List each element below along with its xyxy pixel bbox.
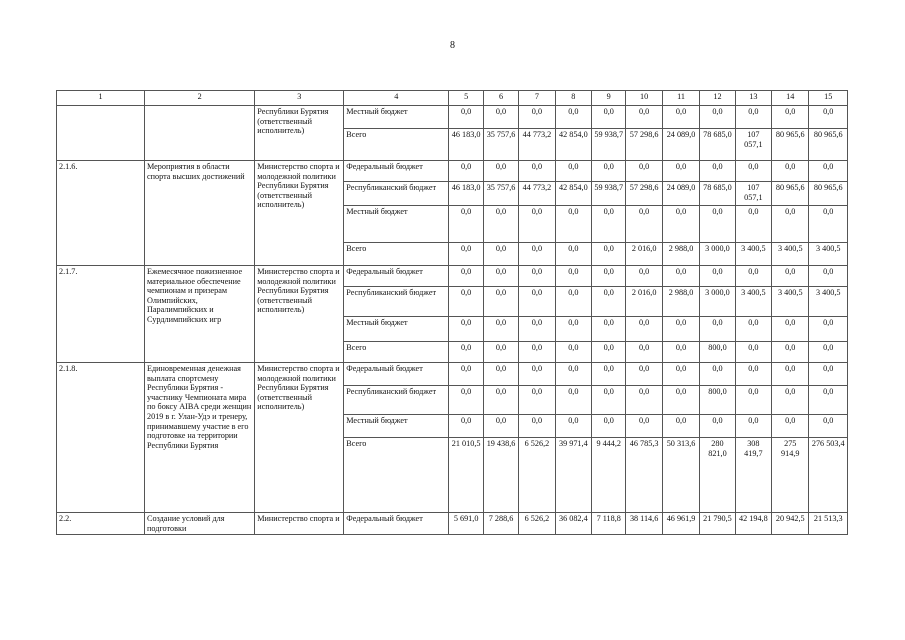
- value-cell: 0,0: [735, 266, 771, 287]
- value-cell: 0,0: [592, 386, 626, 415]
- value-cell: 0,0: [700, 415, 735, 438]
- header-cell: 9: [592, 91, 626, 106]
- value-cell: 44 773,2: [519, 182, 555, 206]
- funding-source: Местный бюджет: [344, 206, 449, 243]
- budget-table: [56, 90, 848, 535]
- value-cell: 0,0: [449, 106, 483, 129]
- value-cell: 0,0: [449, 161, 483, 182]
- value-cell: 0,0: [519, 386, 555, 415]
- value-cell: 0,0: [483, 342, 518, 363]
- value-cell: 6 526,2: [519, 513, 555, 535]
- value-cell: 7 118,8: [592, 513, 626, 535]
- header-cell: 7: [519, 91, 555, 106]
- row-executor: Министерство спорта и молодежной политики Республики Бурятия (ответственный исполнитель): [255, 266, 344, 363]
- value-cell: 107 057,1: [735, 129, 771, 161]
- value-cell: 0,0: [555, 243, 591, 266]
- value-cell: 3 000,0: [700, 287, 735, 317]
- value-cell: 0,0: [662, 106, 699, 129]
- row-name: Ежемесячное пожизненное материальное обеспечение чемпионам и призерам Олимпийских, Паралимпийских и Сурдлимпийских игр: [145, 266, 255, 363]
- value-cell: 0,0: [735, 363, 771, 386]
- value-cell: 0,0: [519, 243, 555, 266]
- value-cell: 80 965,6: [809, 182, 848, 206]
- row-name: Единовременная денежная выплата спортсмену Республики Бурятия - участнику Чемпионата мира по боксу AIBA среди женщин 2019 в г. Улан-Удэ и тренеру, принимавшему участие в его подготовке на территории Республики Бурятия: [145, 363, 255, 513]
- value-cell: 0,0: [555, 106, 591, 129]
- header-cell: 10: [626, 91, 662, 106]
- value-cell: 0,0: [592, 106, 626, 129]
- value-cell: 0,0: [592, 206, 626, 243]
- value-cell: 0,0: [772, 266, 809, 287]
- value-cell: 0,0: [449, 386, 483, 415]
- funding-source: Всего: [344, 129, 449, 161]
- value-cell: 0,0: [555, 342, 591, 363]
- value-cell: 0,0: [700, 161, 735, 182]
- value-cell: 0,0: [519, 206, 555, 243]
- value-cell: 3 400,5: [772, 287, 809, 317]
- value-cell: 0,0: [735, 415, 771, 438]
- row-code: 2.1.8.: [57, 363, 145, 513]
- value-cell: 0,0: [626, 386, 662, 415]
- value-cell: 0,0: [483, 161, 518, 182]
- value-cell: 0,0: [555, 363, 591, 386]
- value-cell: 19 438,6: [483, 438, 518, 513]
- value-cell: 0,0: [519, 415, 555, 438]
- value-cell: 0,0: [483, 363, 518, 386]
- value-cell: 38 114,6: [626, 513, 662, 535]
- value-cell: 0,0: [449, 243, 483, 266]
- value-cell: 0,0: [772, 363, 809, 386]
- value-cell: 3 400,5: [809, 287, 848, 317]
- value-cell: 0,0: [809, 386, 848, 415]
- value-cell: 21 010,5: [449, 438, 483, 513]
- value-cell: 35 757,6: [483, 129, 518, 161]
- value-cell: 3 400,5: [735, 287, 771, 317]
- value-cell: 24 089,0: [662, 129, 699, 161]
- value-cell: 0,0: [772, 161, 809, 182]
- header-cell: 11: [662, 91, 699, 106]
- value-cell: 46 183,0: [449, 129, 483, 161]
- value-cell: 39 971,4: [555, 438, 591, 513]
- value-cell: 0,0: [449, 342, 483, 363]
- value-cell: 0,0: [592, 266, 626, 287]
- header-cell: 3: [255, 91, 344, 106]
- funding-source: Республиканский бюджет: [344, 287, 449, 317]
- value-cell: 0,0: [700, 106, 735, 129]
- value-cell: 59 938,7: [592, 182, 626, 206]
- value-cell: 0,0: [626, 342, 662, 363]
- value-cell: 42 854,0: [555, 182, 591, 206]
- row-executor: Министерство спорта и молодежной политики Республики Бурятия (ответственный исполнитель): [255, 161, 344, 266]
- table-row: [57, 363, 848, 386]
- value-cell: 0,0: [662, 363, 699, 386]
- value-cell: 0,0: [772, 342, 809, 363]
- header-row: [57, 91, 848, 106]
- funding-source: Всего: [344, 243, 449, 266]
- value-cell: 6 526,2: [519, 438, 555, 513]
- table-row: [57, 513, 848, 535]
- value-cell: 3 400,5: [772, 243, 809, 266]
- value-cell: 57 298,6: [626, 129, 662, 161]
- value-cell: 0,0: [626, 415, 662, 438]
- row-name: [145, 106, 255, 161]
- value-cell: 0,0: [626, 266, 662, 287]
- value-cell: 0,0: [483, 106, 518, 129]
- value-cell: 0,0: [735, 317, 771, 342]
- header-cell: 13: [735, 91, 771, 106]
- funding-source: Федеральный бюджет: [344, 513, 449, 535]
- value-cell: 0,0: [735, 161, 771, 182]
- row-code: 2.1.6.: [57, 161, 145, 266]
- value-cell: 0,0: [662, 206, 699, 243]
- funding-source: Местный бюджет: [344, 106, 449, 129]
- table-row: [57, 161, 848, 182]
- value-cell: 21 790,5: [700, 513, 735, 535]
- value-cell: 46 785,3: [626, 438, 662, 513]
- value-cell: 0,0: [555, 206, 591, 243]
- value-cell: 9 444,2: [592, 438, 626, 513]
- value-cell: 0,0: [626, 317, 662, 342]
- value-cell: 0,0: [483, 266, 518, 287]
- value-cell: 42 194,8: [735, 513, 771, 535]
- header-cell: 4: [344, 91, 449, 106]
- header-cell: 2: [145, 91, 255, 106]
- row-executor: Республики Бурятия (ответственный исполнитель): [255, 106, 344, 161]
- value-cell: 78 685,0: [700, 182, 735, 206]
- value-cell: 0,0: [809, 317, 848, 342]
- value-cell: 0,0: [483, 415, 518, 438]
- value-cell: 0,0: [449, 287, 483, 317]
- value-cell: 0,0: [700, 266, 735, 287]
- row-name: Мероприятия в области спорта высших достижений: [145, 161, 255, 266]
- value-cell: 0,0: [483, 243, 518, 266]
- value-cell: 0,0: [555, 415, 591, 438]
- funding-source: Республиканский бюджет: [344, 386, 449, 415]
- value-cell: 0,0: [809, 342, 848, 363]
- funding-source: Всего: [344, 342, 449, 363]
- value-cell: 308 419,7: [735, 438, 771, 513]
- value-cell: 21 513,3: [809, 513, 848, 535]
- value-cell: 0,0: [626, 363, 662, 386]
- value-cell: 0,0: [483, 317, 518, 342]
- value-cell: 20 942,5: [772, 513, 809, 535]
- value-cell: 0,0: [735, 106, 771, 129]
- value-cell: 0,0: [772, 106, 809, 129]
- page-number: 8: [450, 40, 455, 51]
- value-cell: 3 400,5: [735, 243, 771, 266]
- value-cell: 2 016,0: [626, 287, 662, 317]
- row-name: Создание условий для подготовки: [145, 513, 255, 535]
- value-cell: 0,0: [449, 415, 483, 438]
- value-cell: 0,0: [519, 287, 555, 317]
- value-cell: 0,0: [592, 342, 626, 363]
- row-executor: Министерство спорта и: [255, 513, 344, 535]
- value-cell: 0,0: [700, 317, 735, 342]
- value-cell: 0,0: [700, 363, 735, 386]
- row-code: [57, 106, 145, 161]
- value-cell: 0,0: [483, 386, 518, 415]
- value-cell: 0,0: [700, 206, 735, 243]
- header-cell: 14: [772, 91, 809, 106]
- value-cell: 0,0: [662, 386, 699, 415]
- value-cell: 80 965,6: [772, 129, 809, 161]
- funding-source: Местный бюджет: [344, 415, 449, 438]
- value-cell: 0,0: [809, 206, 848, 243]
- value-cell: 46 961,9: [662, 513, 699, 535]
- value-cell: 0,0: [555, 287, 591, 317]
- value-cell: 0,0: [592, 317, 626, 342]
- value-cell: 0,0: [519, 363, 555, 386]
- value-cell: 0,0: [519, 317, 555, 342]
- value-cell: 0,0: [735, 386, 771, 415]
- funding-source: Федеральный бюджет: [344, 363, 449, 386]
- value-cell: 280 821,0: [700, 438, 735, 513]
- value-cell: 0,0: [555, 386, 591, 415]
- value-cell: 0,0: [519, 161, 555, 182]
- value-cell: 0,0: [449, 266, 483, 287]
- value-cell: 2 988,0: [662, 243, 699, 266]
- header-cell: 15: [809, 91, 848, 106]
- funding-source: Местный бюджет: [344, 317, 449, 342]
- value-cell: 0,0: [592, 415, 626, 438]
- value-cell: 0,0: [592, 363, 626, 386]
- value-cell: 44 773,2: [519, 129, 555, 161]
- value-cell: 0,0: [772, 317, 809, 342]
- value-cell: 800,0: [700, 386, 735, 415]
- value-cell: 0,0: [626, 161, 662, 182]
- header-cell: 8: [555, 91, 591, 106]
- value-cell: 0,0: [626, 106, 662, 129]
- value-cell: 24 089,0: [662, 182, 699, 206]
- value-cell: 107 057,1: [735, 182, 771, 206]
- value-cell: 80 965,6: [809, 129, 848, 161]
- value-cell: 0,0: [592, 243, 626, 266]
- value-cell: 0,0: [735, 206, 771, 243]
- funding-source: Республиканский бюджет: [344, 182, 449, 206]
- value-cell: 0,0: [772, 415, 809, 438]
- value-cell: 0,0: [449, 206, 483, 243]
- value-cell: 59 938,7: [592, 129, 626, 161]
- value-cell: 0,0: [662, 161, 699, 182]
- value-cell: 0,0: [555, 317, 591, 342]
- value-cell: 0,0: [662, 342, 699, 363]
- table-row: [57, 106, 848, 129]
- value-cell: 80 965,6: [772, 182, 809, 206]
- value-cell: 0,0: [809, 266, 848, 287]
- value-cell: 0,0: [449, 317, 483, 342]
- value-cell: 3 000,0: [700, 243, 735, 266]
- value-cell: 2 988,0: [662, 287, 699, 317]
- value-cell: 0,0: [555, 161, 591, 182]
- value-cell: 0,0: [662, 266, 699, 287]
- value-cell: 3 400,5: [809, 243, 848, 266]
- table-body: [57, 91, 848, 535]
- value-cell: 0,0: [483, 206, 518, 243]
- value-cell: 57 298,6: [626, 182, 662, 206]
- value-cell: 78 685,0: [700, 129, 735, 161]
- value-cell: 36 082,4: [555, 513, 591, 535]
- header-cell: 5: [449, 91, 483, 106]
- value-cell: 800,0: [700, 342, 735, 363]
- value-cell: 276 503,4: [809, 438, 848, 513]
- value-cell: 0,0: [772, 206, 809, 243]
- row-executor: Министерство спорта и молодежной политики Республики Бурятия (ответственный исполнитель): [255, 363, 344, 513]
- funding-source: Федеральный бюджет: [344, 266, 449, 287]
- value-cell: 0,0: [809, 161, 848, 182]
- row-code: 2.1.7.: [57, 266, 145, 363]
- table-row: [57, 266, 848, 287]
- value-cell: 7 288,6: [483, 513, 518, 535]
- value-cell: 2 016,0: [626, 243, 662, 266]
- value-cell: 35 757,6: [483, 182, 518, 206]
- value-cell: 0,0: [809, 106, 848, 129]
- header-cell: 6: [483, 91, 518, 106]
- value-cell: 0,0: [592, 287, 626, 317]
- value-cell: 0,0: [519, 266, 555, 287]
- funding-source: Федеральный бюджет: [344, 161, 449, 182]
- value-cell: 0,0: [662, 415, 699, 438]
- header-cell: 1: [57, 91, 145, 106]
- value-cell: 46 183,0: [449, 182, 483, 206]
- funding-source: Всего: [344, 438, 449, 513]
- value-cell: 0,0: [626, 206, 662, 243]
- value-cell: 0,0: [735, 342, 771, 363]
- value-cell: 275 914,9: [772, 438, 809, 513]
- value-cell: 0,0: [772, 386, 809, 415]
- value-cell: 0,0: [662, 317, 699, 342]
- value-cell: 5 691,0: [449, 513, 483, 535]
- value-cell: 0,0: [592, 161, 626, 182]
- value-cell: 0,0: [809, 415, 848, 438]
- value-cell: 42 854,0: [555, 129, 591, 161]
- value-cell: 0,0: [519, 106, 555, 129]
- value-cell: 0,0: [809, 363, 848, 386]
- row-code: 2.2.: [57, 513, 145, 535]
- value-cell: 0,0: [449, 363, 483, 386]
- value-cell: 0,0: [555, 266, 591, 287]
- header-cell: 12: [700, 91, 735, 106]
- value-cell: 0,0: [483, 287, 518, 317]
- value-cell: 50 313,6: [662, 438, 699, 513]
- value-cell: 0,0: [519, 342, 555, 363]
